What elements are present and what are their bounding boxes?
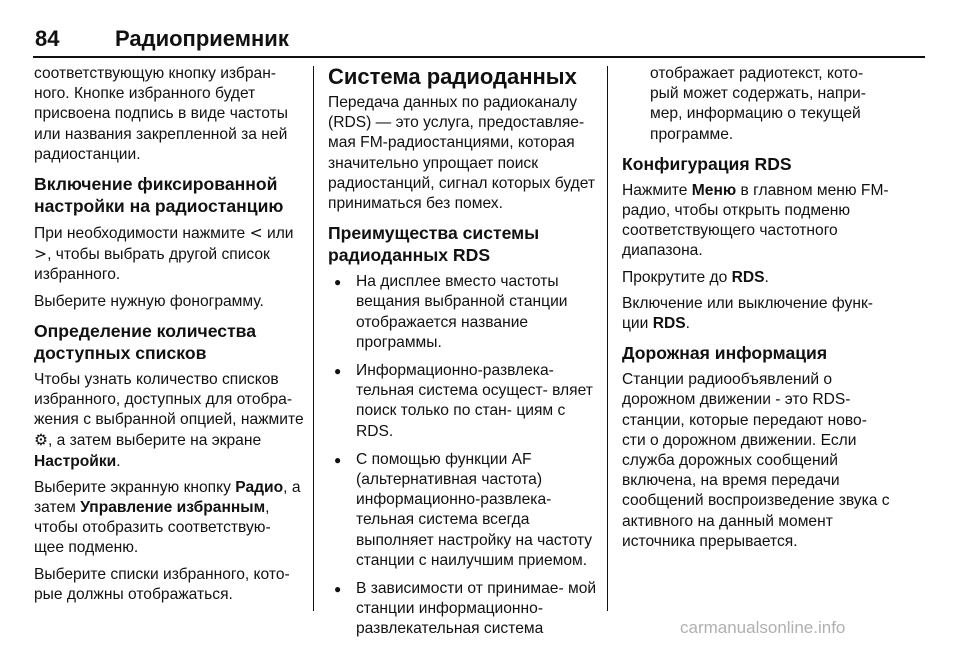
paragraph-select-lists: Выберите списки избранного, кото- рые должны отображаться. bbox=[34, 565, 290, 603]
paragraph-toggle: Включение или выключение функ- ции RDS. bbox=[622, 294, 873, 333]
column-right bbox=[622, 64, 892, 558]
advantages-list bbox=[328, 272, 600, 639]
paragraph-fixed-tuning: При необходимости нажмите < или >, чтобы выбрать другой список избранного. bbox=[34, 224, 294, 284]
list-item: ● С помощью функции AF (альтернативная частота) информационно-развлека- тельная система всегда выполняет настройку на частоту станции с наилучшим приемом. bbox=[328, 450, 600, 571]
watermark: carmanualsonline.info bbox=[680, 618, 846, 637]
paragraph-list-count: Чтобы узнать количество списков избранного, доступных для отобра- жения с выбранной опцией, нажмите ⚙, а затем выберите на экране Настройки. bbox=[34, 370, 304, 470]
heading-rds-system: Система радиоданных bbox=[328, 64, 577, 89]
page-number: 84 bbox=[35, 26, 60, 51]
page-title: Радиоприемник bbox=[115, 26, 289, 51]
label-rds: RDS bbox=[731, 268, 765, 286]
paragraph-config: Нажмите Меню в главном меню FM-радио, чтобы открыть подменю соответствующего частотного диапазона. bbox=[622, 181, 889, 260]
heading-list-count: Определение количества доступных списков bbox=[34, 320, 257, 363]
list-item: ● Информационно-развлека- тельная система осущест- вляет поиск только по стан- циям с RDS. bbox=[328, 361, 600, 442]
heading-fixed-tuning: Включение фиксированной настройки на радиостанцию bbox=[34, 174, 284, 217]
label-rds: RDS bbox=[652, 315, 686, 333]
paragraph-select-track: Выберите нужную фонограмму. bbox=[34, 292, 264, 310]
header-divider bbox=[33, 56, 925, 58]
label-radio: Радио bbox=[235, 478, 284, 496]
paragraph-traffic: Станции радиообъявлений о дорожном движении - это RDS- станции, которые передают ново- сти о дорожном движении. Если служба дорожных сообщений включена, на время передачи сообщений воспроизведение звука с активного на данный момент источника прерывается. bbox=[622, 371, 890, 550]
heading-rds-advantages: Преимущества системы радиоданных RDS bbox=[328, 223, 540, 266]
column-middle bbox=[328, 64, 600, 648]
heading-traffic-info: Дорожная информация bbox=[622, 343, 828, 364]
list-item: ● В зависимости от принимае- мой станции информационно- развлекательная система bbox=[328, 579, 600, 640]
column-left bbox=[34, 64, 304, 611]
list-item: ● На дисплее вместо частоты вещания выбранной станции отображается название программы. bbox=[328, 272, 600, 353]
label-manage-favourites: Управление избранным bbox=[80, 499, 266, 517]
paragraph-intro: соответствующую кнопку избран- ного. Кнопке избранного будет присвоена подпись в виде частоты или названия закрепленной за ней радиостанции. bbox=[34, 65, 288, 163]
chevron-left-icon: < bbox=[249, 224, 263, 243]
column-divider-1 bbox=[313, 66, 314, 611]
paragraph-scroll: Прокрутите до RDS. bbox=[622, 268, 769, 286]
paragraph-screen-button: Выберите экранную кнопку Радио, а затем Управление избранным, чтобы отобразить соответствую- щее подменю. bbox=[34, 478, 301, 557]
label-menu: Меню bbox=[691, 181, 737, 199]
column-divider-2 bbox=[607, 66, 608, 611]
page-header bbox=[0, 0, 960, 58]
paragraph-rds: Передача данных по радиоканалу (RDS) — это услуга, предоставляе- мая FM-радиостанциями, которая значительно упрощает поиск радиостанций, сигнал которых будет приниматься без помех. bbox=[328, 94, 596, 213]
label-settings: Настройки bbox=[34, 452, 117, 470]
chevron-right-icon: > bbox=[34, 245, 48, 264]
heading-rds-config: Конфигурация RDS bbox=[622, 153, 792, 174]
settings-icon: ⚙ bbox=[34, 431, 48, 450]
paragraph-continued: отображает радиотекст, кото- рый может содержать, напри- мер, информацию о текущей программе. bbox=[650, 65, 866, 143]
